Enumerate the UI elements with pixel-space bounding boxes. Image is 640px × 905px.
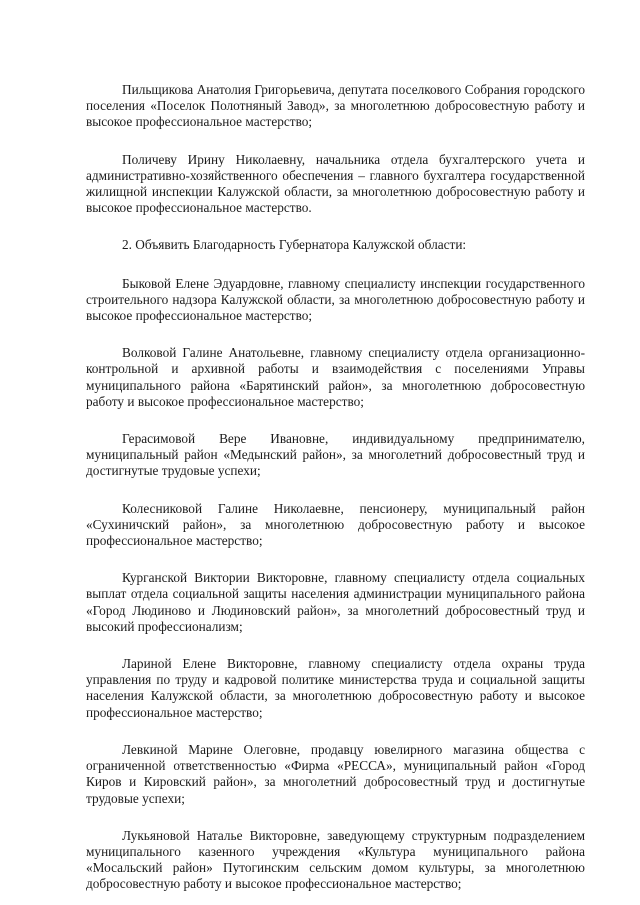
gratitude-item-gerasimova: Герасимовой Вере Ивановне, индивидуальному предпринимателю, муниципальный район «Медынский район», за многолетний добросовестный труд и достигнутые трудовые успехи; [86, 431, 585, 479]
award-paragraph-policheva: Поличеву Ирину Николаевну, начальника отдела бухгалтерского учета и административно-хозяйственного обеспечения – главного бухгалтера государственной жилищной инспекции Калужской области, за многолетнюю добросовестную работу и высокое профессиональное мастерство. [86, 151, 585, 216]
section-heading: 2. Объявить Благодарность Губернатора Калужской области: [122, 237, 467, 253]
document-page [86, 82, 585, 893]
gratitude-item-bykova: Быковой Елене Эдуардовне, главному специалисту инспекции государственного строительного надзора Калужской области, за многолетнюю добросовестную работу и высокое профессиональное мастерство; [86, 275, 585, 324]
award-paragraph-pilshchikov: Пильщикова Анатолия Григорьевича, депутата поселкового Собрания городского поселения «Поселок Полотняный Завод», за многолетнюю добросовестную работу и высокое профессиональное мастерство; [86, 82, 585, 130]
gratitude-item-levkina: Левкиной Марине Олеговне, продавцу ювелирного магазина общества с ограниченной ответственностью «Фирма «РЕССА», муниципальный район «Город Киров и Кировский район», за многолетний добросовестный труд и достигнутые трудовые успехи; [86, 741, 585, 806]
gratitude-item-larina: Лариной Елене Викторовне, главному специалисту отдела охраны труда управления по труду и кадровой политике министерства труда и социальной защиты населения Калужской области, за многолетнюю добросовестную работу и высокое профессиональное мастерство; [86, 656, 585, 720]
gratitude-item-lukyanova: Лукьяновой Наталье Викторовне, заведующему структурным подразделением муниципального казенного учреждения «Культура муниципального района «Мосальский район» Путогинским сельским домом культуры, за многолетнюю добросовестную работу и высокое профессиональное мастерство; [86, 827, 585, 892]
gratitude-item-kurganskaya: Курганской Виктории Викторовне, главному специалисту отдела социальных выплат отдела социальной защиты населения администрации муниципального района «Город Людиново и Людиновский район», за многолетний добросовестный труд и высокий профессионализм; [86, 570, 585, 634]
gratitude-item-volkova: Волковой Галине Анатольевне, главному специалисту отдела организационно-контрольной и архивной работы и взаимодействия с поселениями Управы муниципального района «Барятинский район», за многолетнюю добросовестную работу и высокое профессиональное мастерство; [86, 345, 585, 409]
gratitude-item-kolesnikova: Колесниковой Галине Николаевне, пенсионеру, муниципальный район «Сухиничский район», за многолетнюю добросовестную работу и высокое профессиональное мастерство; [86, 500, 585, 549]
